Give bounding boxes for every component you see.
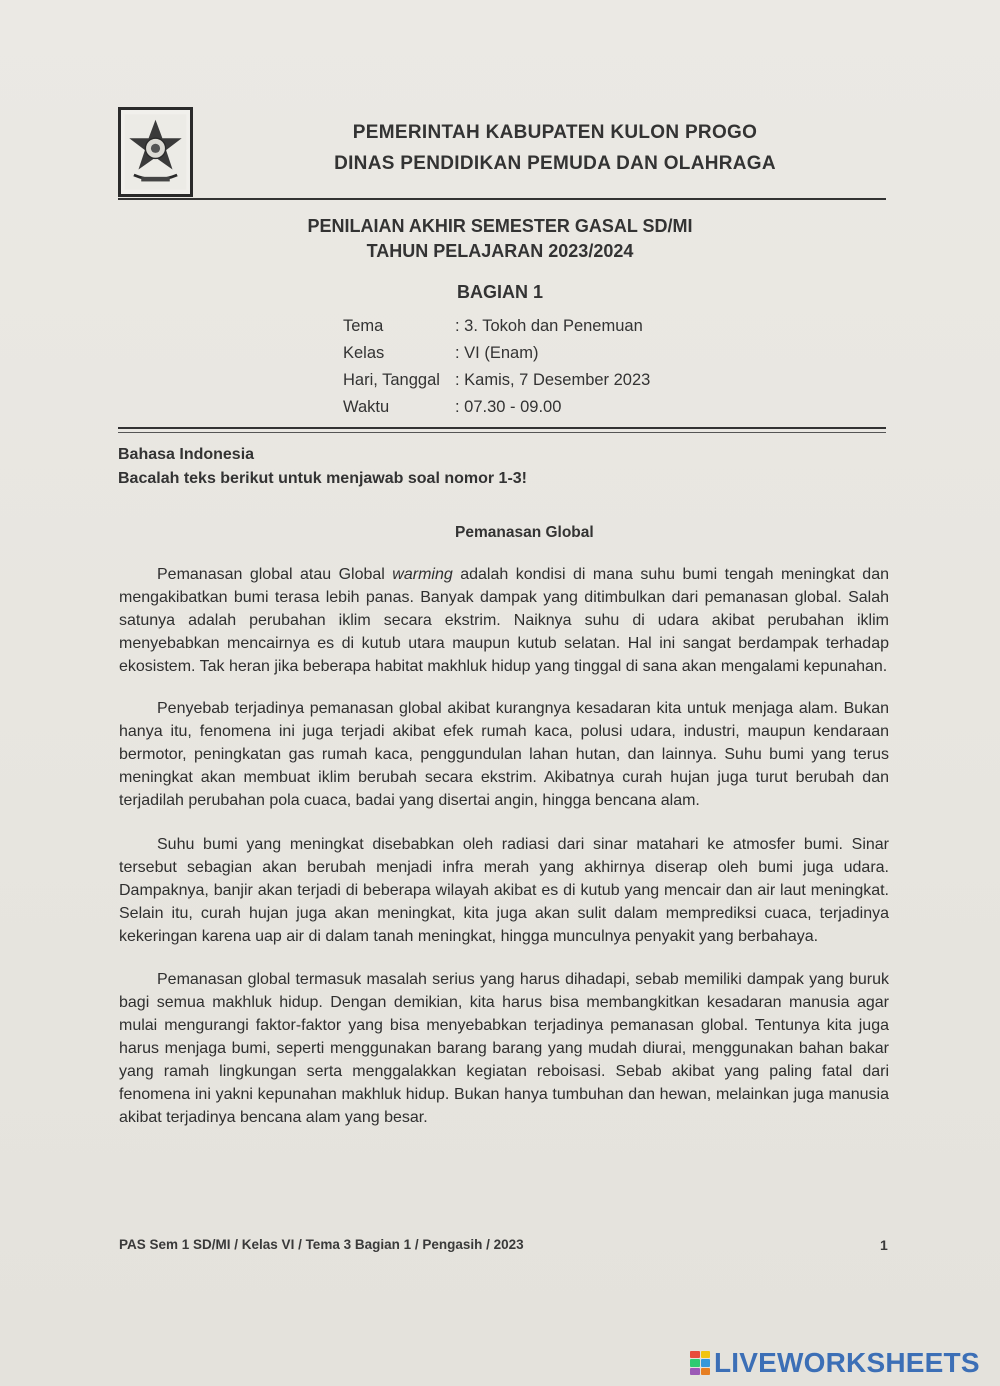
info-value: : VI (Enam) — [455, 344, 539, 362]
section-title: BAGIAN 1 — [456, 282, 543, 302]
info-value: : Kamis, 7 Desember 2023 — [455, 371, 651, 389]
exam-title: PENILAIAN AKHIR SEMESTER GASAL SD/MI — [307, 216, 693, 236]
info-divider-thin — [118, 432, 886, 433]
info-label: Tema — [343, 317, 384, 335]
header-divider — [118, 198, 886, 200]
reading-instruction: Bacalah teks berikut untuk menjawab soal nomor 1-3! — [118, 470, 527, 487]
info-row-waktu — [343, 394, 650, 421]
info-row-date — [343, 367, 650, 394]
subject-heading: Bahasa Indonesia — [118, 446, 255, 463]
page-number: 1 — [880, 1237, 888, 1253]
paragraph-4: Pemanasan global termasuk masalah serius yang harus dihadapi, sebab memiliki dampak yang buruk bagi semua makhluk hidup. Dengan demikian, kita harus bisa membangkitkan kesadaran manusia agar mulai mengurangi faktor-faktor yang bisa menyebabkan terjadinya pemanasan global. Tentunya kita juga harus menjaga bumi, seperti menggunakan barang barang yang mudah diurai, menggunakan bahan bakar yang ramah lingkungan serta menggalakkan kegiatan reboisasi. Sebab akibat yang paling fatal dari fenomena ini yakni kepunahan makhluk hidup. Bukan hanya tumbuhan dan hewan, melainkan juga manusia akibat terjadinya bencana alam yang besar. — [119, 971, 889, 1126]
academic-year: TAHUN PELAJARAN 2023/2024 — [366, 241, 634, 261]
info-divider — [118, 427, 886, 429]
liveworksheets-watermark[interactable] — [690, 1346, 980, 1380]
info-label: Kelas — [343, 344, 385, 362]
info-row-kelas — [343, 340, 650, 367]
info-label: Hari, Tanggal — [343, 371, 440, 389]
footer-text: PAS Sem 1 SD/MI / Kelas VI / Tema 3 Bagian 1 / Pengasih / 2023 — [119, 1237, 524, 1252]
paragraph-3: Suhu bumi yang meningkat disebabkan oleh radiasi dari sinar matahari ke atmosfer bumi. Sinar tersebut sebagian akan berubah menjadi infra merah yang akhirnya diserap oleh bumi juga udara. Dampaknya, banjir akan terjadi di beberapa wilayah akibat es di kutub yang mencair dan air laut meningkat. Selain itu, curah hujan juga akan meningkat, kita juga akan sulit dalam memprediksi cuaca, terjadinya kekeringan karena uap air di dalam tanah meningkat, hingga munculnya penyakit yang berbahaya. — [119, 836, 889, 945]
info-value: : 3. Tokoh dan Penemuan — [455, 317, 643, 335]
paragraph-2: Penyebab terjadinya pemanasan global akibat kurangnya kesadaran kita untuk menjaga alam. Bukan hanya itu, fenomena ini juga terjadi akibat efek rumah kaca, polusi udara, industri, maupun kendaraan bermotor, peningkatan gas rumah kaca, penggundulan lahan hutan, dan lainnya. Suhu bumi yang terus meningkat akan membuat iklim berubah secara ekstrim. Akibatnya curah hujan juga turut berubah dan terjadilah perubahan pola cuaca, badai yang disertai angin, hingga bencana alam. — [119, 700, 889, 809]
info-value: : 07.30 - 09.00 — [455, 398, 562, 416]
paragraph-1: Pemanasan global atau Global warming adalah kondisi di mana suhu bumi tengah meningkat dan mengakibatkan bumi terasa lebih panas. Banyak dampak yang ditimbulkan dari pemanasan global. Salah satunya adalah perubahan iklim secara ekstrim. Naiknya suhu di udara akibat perubahan iklim menyebabkan mencairnya es di kutub utara maupun kutub selatan. Hal ini sangat berdampak terhadap ekosistem. Tak heran jika beberapa habitat makhluk hidup yang tinggal di sana akan mengalami kepunahan. — [119, 566, 889, 675]
brand-text: LIVEWORKSHEETS — [714, 1347, 980, 1378]
liveworksheets-logo-icon — [690, 1351, 710, 1375]
kulon-progo-emblem-icon — [118, 107, 193, 197]
header-line-1: PEMERINTAH KABUPATEN KULON PROGO — [352, 122, 758, 143]
header-line-2: DINAS PENDIDIKAN PEMUDA DAN OLAHRAGA — [334, 153, 776, 174]
info-label: Waktu — [343, 398, 390, 416]
exam-info-table — [343, 313, 650, 421]
reading-title: Pemanasan Global — [455, 524, 594, 541]
info-row-tema — [343, 313, 650, 340]
